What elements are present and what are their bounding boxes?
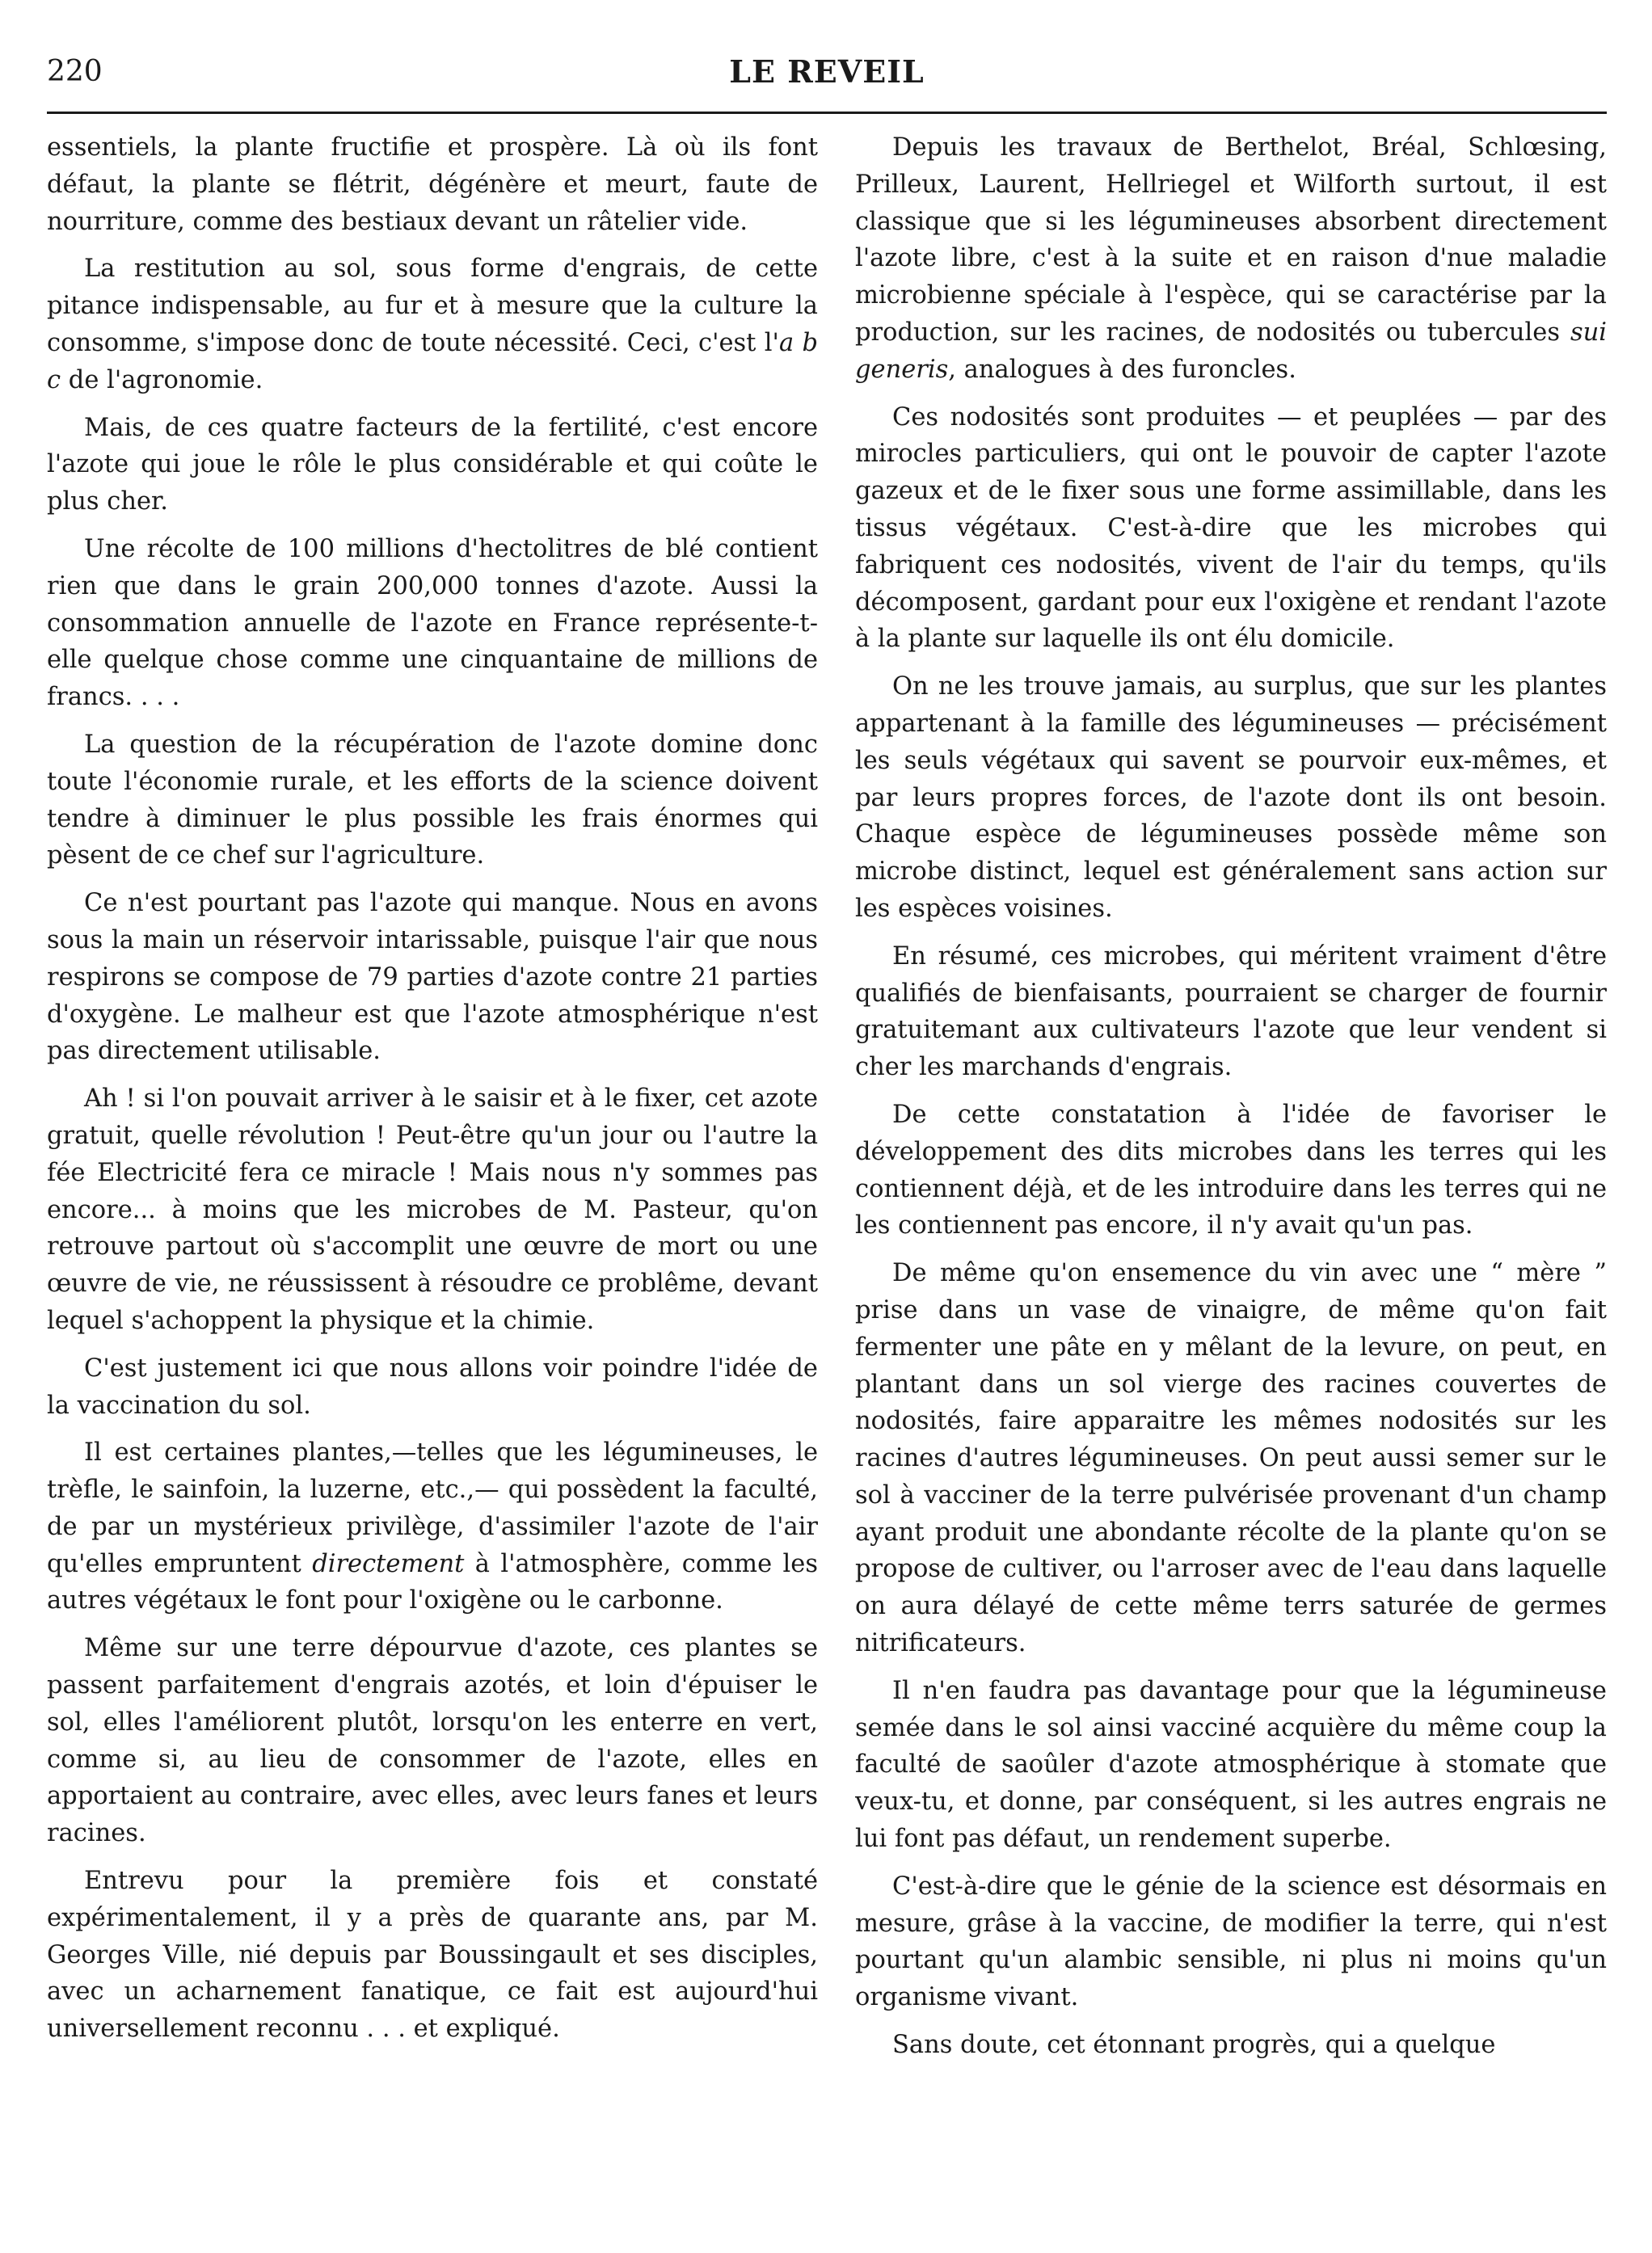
right-paragraph-6: De même qu'on ensemence du vin avec une “ mère ” prise dans un vase de vinaigre, de même qu'on fait fermenter une pâte en y mêlant de la levure, on peut, en plantant dans un sol vierge des racines couvertes de nodosités, faire apparaitre les mêmes nodosités sur les racines d'autres légumineuses. On peut aussi semer sur le sol à vacciner de la terre pulvérisée provenant d'un champ ayant produit une abondante récolte de la plante qu'on se propose de cultiver, ou l'arroser avec de l'eau dans laquelle on aura délayé de cette même terrs saturée de germes nitrificateurs. (855, 1259, 1607, 1658)
right-paragraph-5: De cette constatation à l'idée de favoriser le développement des dits microbes dans les terres qui les contiennent déjà, et de les introduire dans les terres qui ne les contiennent pas encore, il n'y avait qu'un pas. (855, 1100, 1607, 1240)
left-paragraph-8: C'est justement ici que nous allons voir poindre l'idée de la vaccination du sol. (47, 1354, 818, 1420)
page-number: 220 (47, 55, 103, 88)
right-paragraph-1: Depuis les travaux de Berthelot, Bréal, Schlœsing, Prilleux, Laurent, Hellriegel et Wilforth surtout, il est classique que si les légumineuses absorbent directement l'azote libre, c'est à la suite et en raison d'nue maladie microbienne spéciale à l'espèce, qui se caractérise par la production, sur les racines, de nodosités ou tubercules sui generis, analogues à des furoncles. (855, 133, 1607, 384)
left-paragraph-9: Il est certaines plantes,—telles que les légumineuses, le trèfle, le sainfoin, la luzerne, etc.,— qui possèdent la faculté, de par un mystérieux privilège, d'assimiler l'azote de l'air qu'elles empruntent directement à l'atmosphère, comme les autres végétaux le font pour l'oxigène ou le carbonne. (47, 1438, 818, 1615)
left-paragraph-1: essentiels, la plante fructifie et prospère. Là où ils font défaut, la plante se flétrit, dégénère et meurt, faute de nourriture, comme des bestiaux devant un râtelier vide. (47, 133, 818, 236)
left-paragraph-10: Même sur une terre dépourvue d'azote, ces plantes se passent parfaitement d'engrais azotés, et loin d'épuiser le sol, elles l'améliorent plutôt, lorsqu'on les enterre en vert, comme si, au lieu de consommer de l'azote, elles en apportaient au contraire, avec elles, avec leurs fanes et leurs racines. (47, 1634, 818, 1848)
left-paragraph-11: Entrevu pour la première fois et constaté expérimentalement, il y a près de quarante ans, par M. Georges Ville, nié depuis par Boussingault et ses disciples, avec un acharnement fanatique, ce fait est aujourd'hui universellement reconnu . . . et expliqué. (47, 1867, 818, 2044)
right-column (855, 129, 1607, 2198)
left-paragraph-2: La restitution au sol, sous forme d'engrais, de cette pitance indispensable, au fur et à mesure que la culture la consomme, s'impose donc de toute nécessité. Ceci, c'est l'a b c de l'agronomie. (47, 255, 818, 394)
right-paragraph-9: Sans doute, cet étonnant progrès, qui a quelque (892, 2031, 1496, 2060)
right-paragraph-7: Il n'en faudra pas davantage pour que la légumineuse semée dans le sol ainsi vacciné acquière du même coup la faculté de saoûler d'azote atmosphérique à stomate que veux-tu, et donne, par conséquent, si les autres engrais ne lui font pas défaut, un rendement superbe. (855, 1676, 1607, 1854)
header-rule (47, 112, 1607, 114)
right-paragraph-3: On ne les trouve jamais, au surplus, que sur les plantes appartenant à la famille des légumineuses — précisément les seuls végétaux qui savent se pourvoir eux-mêmes, et par leurs propres forces, de l'azote dont ils ont besoin. Chaque espèce de légumineuses possède même son microbe distinct, lequel est généralement sans action sur les espèces voisines. (855, 672, 1607, 923)
left-paragraph-4: Une récolte de 100 millions d'hectolitres de blé contient rien que dans le grain 200,000 tonnes d'azote. Aussi la consommation annuelle de l'azote en France représente-t-elle quelque chose comme une cinquantaine de millions de francs. . . . (47, 534, 818, 712)
journal-title: LE REVEIL (729, 53, 925, 90)
left-column (47, 129, 818, 2198)
right-paragraph-4: En résumé, ces microbes, qui méritent vraiment d'être qualifiés de bienfaisants, pourraient se charger de fournir gratuitemant aux cultivateurs l'azote que leur vendent si cher les marchands d'engrais. (855, 941, 1607, 1082)
left-paragraph-7: Ah ! si l'on pouvait arriver à le saisir et à le fixer, cet azote gratuit, quelle révolution ! Peut-être qu'un jour ou l'autre la fée Electricité fera ce miracle ! Mais nous n'y sommes pas encore... à moins que les microbes de M. Pasteur, qu'on retrouve partout où s'accomplit une œuvre de mort ou une œuvre de vie, ne réussissent à résoudre ce problême, devant lequel s'achoppent la physique et la chimie. (47, 1084, 818, 1335)
left-paragraph-3: Mais, de ces quatre facteurs de la fertilité, c'est encore l'azote qui joue le rôle le plus considérable et qui coûte le plus cher. (47, 413, 818, 516)
right-paragraph-8: C'est-à-dire que le génie de la science est désormais en mesure, grâse à la vaccine, de modifier la terre, qui n'est pourtant qu'un alambic sensible, ni plus ni moins qu'un organisme vivant. (855, 1872, 1607, 2012)
right-paragraph-2: Ces nodosités sont produites — et peuplées — par des mirocles particuliers, qui ont le pouvoir de capter l'azote gazeux et de le fixer sous une forme assimillable, dans les tissus végétaux. C'est-à-dire que les microbes qui fabriquent ces nodosités, vivent de l'air du temps, qu'ils décomposent, gardant pour eux l'oxigène et rendant l'azote à la plante sur laquelle ils ont élu domicile. (855, 402, 1607, 654)
page-header (47, 47, 1607, 95)
left-paragraph-6: Ce n'est pourtant pas l'azote qui manque. Nous en avons sous la main un réservoir intarissable, puisque l'air que nous respirons se compose de 79 parties d'azote contre 21 parties d'oxygène. Le malheur est que l'azote atmosphérique n'est pas directement utilisable. (47, 889, 818, 1066)
left-paragraph-5: La question de la récupération de l'azote domine donc toute l'économie rurale, et les efforts de la science doivent tendre à diminuer le plus possible les frais énormes qui pèsent de ce chef sur l'agriculture. (47, 730, 818, 870)
